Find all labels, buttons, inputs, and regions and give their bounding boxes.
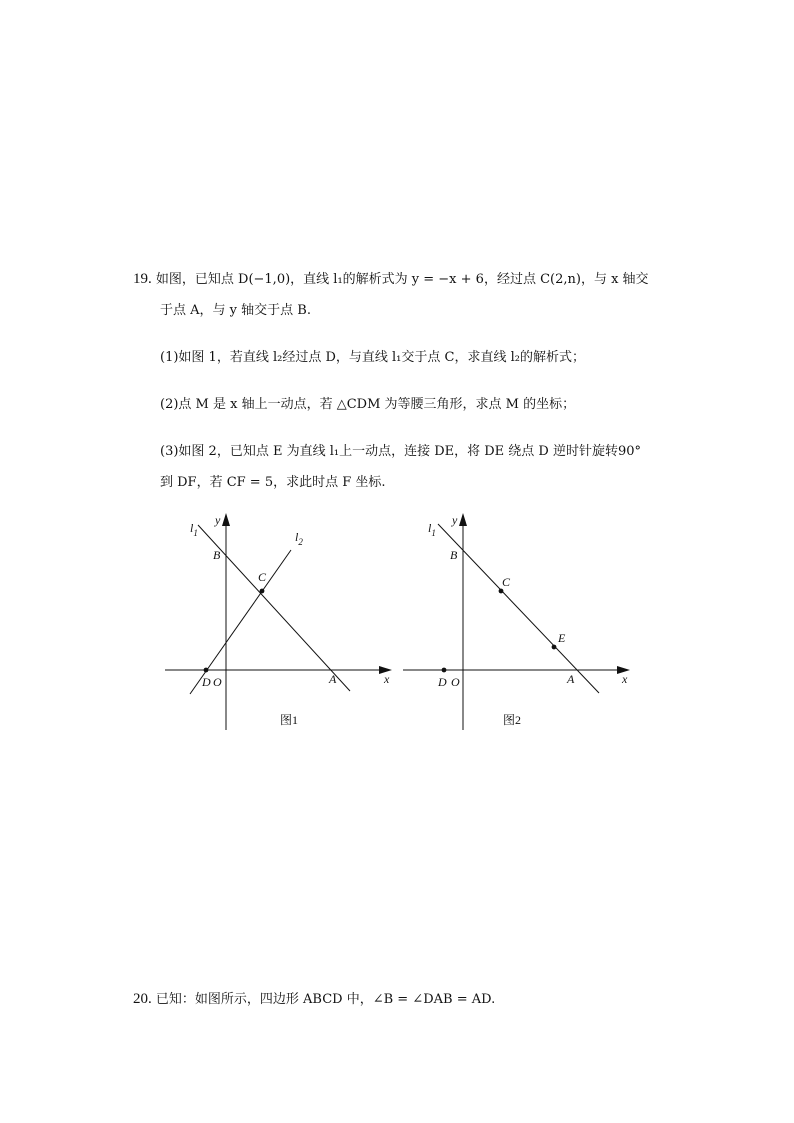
- question-19-part1: (1)如图 1，若直线 l₂经过点 D，与直线 l₁交于点 C，求直线 l₂的解析式；: [160, 350, 585, 365]
- question-19-part2: (2)点 M 是 x 轴上一动点，若 △CDM 为等腰三角形，求点 M 的坐标；: [160, 397, 576, 412]
- label-a: A: [329, 672, 337, 686]
- question-text: 已知：如图所示，四边形 ABCD 中，∠B = ∠DAB = AD.: [155, 992, 496, 1007]
- label-d: D: [438, 675, 447, 689]
- line-l1: [438, 524, 599, 693]
- figure-2: [398, 508, 638, 747]
- label-l1: $l_1$: [190, 521, 198, 538]
- question-text: 如图，已知点 D(−1,0)，直线 l₁的解析式为 y = −x + 6，经过点 C(2,n)，与 x 轴交: [155, 272, 649, 287]
- point-d: [204, 668, 209, 673]
- label-o: O: [451, 675, 460, 689]
- question-19-line2: 于点 A，与 y 轴交于点 B.: [160, 303, 311, 318]
- question-19-line1: [133, 270, 649, 289]
- question-19-part3-line1: (3)如图 2，已知点 E 为直线 l₁上一动点，连接 DE，将 DE 绕点 D 逆时针旋转90°: [160, 444, 642, 459]
- label-y: y: [452, 513, 458, 527]
- point-c: [499, 589, 504, 594]
- question-number: 20.: [133, 991, 152, 1007]
- point-e: [552, 645, 557, 650]
- y-axis-arrow: [459, 513, 467, 526]
- label-o: O: [213, 675, 222, 689]
- label-x: x: [384, 672, 390, 686]
- label-x: x: [622, 672, 628, 686]
- line-l1: [198, 525, 350, 691]
- question-19-part3-line2: 到 DF，若 CF = 5，求此时点 F 坐标.: [160, 475, 386, 490]
- y-axis-arrow: [222, 513, 230, 526]
- point-c: [260, 589, 265, 594]
- label-y: y: [215, 513, 221, 527]
- label-b: B: [213, 548, 221, 562]
- label-e: E: [558, 631, 566, 645]
- label-d: D: [202, 675, 211, 689]
- label-l1: $l_1$: [428, 521, 436, 538]
- label-c: C: [258, 570, 267, 584]
- figure-1-caption: 图1: [280, 713, 299, 727]
- question-20: [133, 990, 495, 1009]
- figure-2-caption: 图2: [503, 713, 522, 727]
- figure-1: [160, 508, 400, 747]
- label-c: C: [502, 575, 511, 589]
- label-a: A: [567, 672, 575, 686]
- point-d: [442, 668, 447, 673]
- question-number: 19.: [133, 271, 152, 287]
- label-b: B: [450, 548, 458, 562]
- label-l2: $l_2$: [295, 530, 303, 547]
